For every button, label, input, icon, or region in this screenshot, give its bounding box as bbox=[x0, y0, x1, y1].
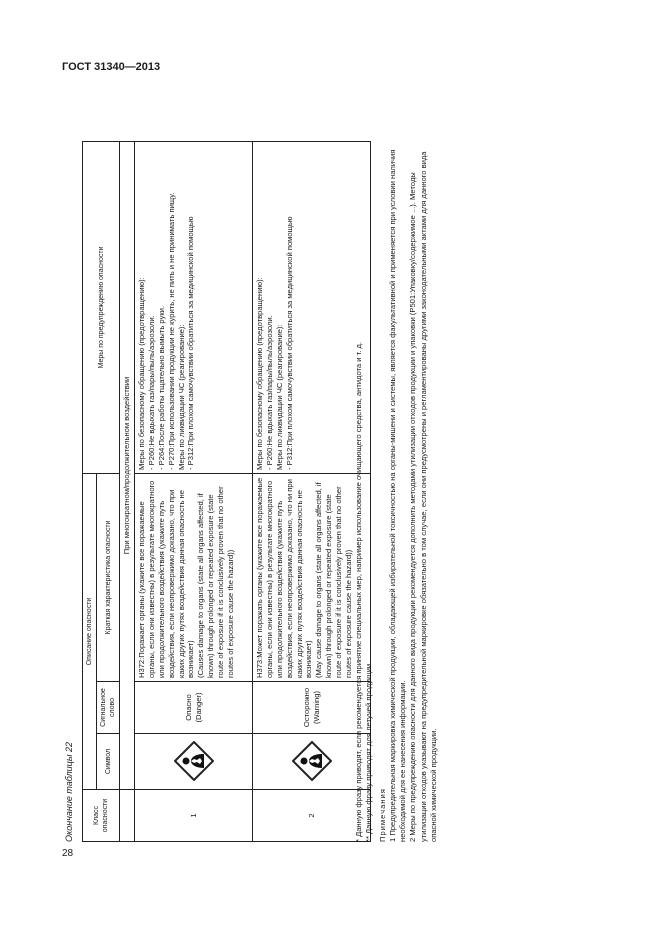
col-hazard-description: Описание опасности bbox=[83, 473, 97, 789]
col-hazard-class: Класс опасности bbox=[83, 790, 120, 842]
footnote: ** Данную фразу приводят для летучей продукции. bbox=[364, 661, 374, 842]
rotated-page-content bbox=[62, 142, 492, 842]
signal-word-cell: Опасно (Danger) bbox=[135, 682, 253, 734]
table-row bbox=[135, 141, 253, 841]
document-header: ГОСТ 31340—2013 bbox=[62, 61, 161, 73]
col-precautions: Меры по предупреждению опасности bbox=[83, 141, 120, 473]
hazard-table bbox=[82, 141, 371, 842]
category-label: При многократном/продолжительном воздействии bbox=[120, 141, 135, 789]
brief-cell: H373:Может поражать органы (укажите все поражаемые органы, если они известны) в результате многократного или продолжительного воздействия (укажите путь воздействия, если неопровержимо доказано, что ни при каких других путях воздействия данная опасность не возникает) (May cause damage to organs (state all organs affected, if known) through prolonged or repeated exposure (state route of exposure if it is conclusively proven that no other routes of exposure cause the hazard)) bbox=[253, 473, 371, 681]
table-header-row bbox=[83, 141, 97, 841]
table-continuation-caption: Окончание таблицы 22 bbox=[64, 742, 74, 842]
notes-heading: Примечания bbox=[377, 788, 387, 842]
notes-section bbox=[354, 142, 439, 842]
health-hazard-icon bbox=[292, 742, 332, 782]
note-item: 2 Меры по предупреждению опасности для данного вида продукции рекомендуется дополнить методами утилизации отходов продукции и упаковки (Р501:Упаковку/содержимое ...). Методы утилизации отходов указывают на предупредительной маркировке обязательно в том случае, если они предусмотрены и регламентированы другими законодательными актами для данного вида опасной химической продукции. bbox=[408, 151, 438, 842]
precautions-cell: Меры по безопасному обращению (предотвращению): - Р260:Не вдыхать газ/пары/пыль/аэрозоли. - Р264:После работы тщательно вымыть руки. - Р270:При использовании продукции не курить, не пить и не принимать пищу. Меры по ликвидации ЧС (реагирование): - Р312:При плохом самочувствии обратиться за медицинской помощью bbox=[135, 141, 253, 473]
table-row bbox=[253, 141, 371, 841]
category-empty-cell bbox=[120, 790, 135, 842]
health-hazard-icon bbox=[174, 742, 214, 782]
hazard-class-cell: 2 bbox=[253, 790, 371, 842]
symbol-cell bbox=[135, 734, 253, 790]
footnote: * Данную фразу приводят, если рекомендуется принятие специальных мер, например использование очищающего средства, антидота и т. д. bbox=[354, 341, 363, 842]
signal-word-cell: Осторожно (Warning) bbox=[253, 682, 371, 734]
note-item: 1 Предупредительная маркировка химической продукции, обладающей избирательной токсичностью на органы-мишени и системы, является факультативной и применяется при условии наличия необходимой для ее нанесения информации. bbox=[387, 149, 407, 842]
symbol-cell bbox=[253, 734, 371, 790]
page-number: 28 bbox=[62, 848, 74, 859]
col-brief: Краткая характеристика опасности bbox=[97, 473, 120, 681]
col-signal-word: Сигнальное слово bbox=[97, 682, 120, 734]
precautions-cell: Меры по безопасному обращению (предотвращению): - Р260:Не вдыхать газ/пары/пыль/аэрозоли. Меры по ликвидации ЧС (реагирование): - Р312:При плохом самочувствии обратиться за медицинской помощью bbox=[253, 141, 371, 473]
hazard-class-cell: 1 bbox=[135, 790, 253, 842]
col-symbol: Символ bbox=[97, 734, 120, 790]
brief-cell: H372:Поражает органы (укажите все поражаемые органы, если они известны) в результате многократного или продолжительного воздействия (укажите путь воздействия, если неопровержимо доказано, что при каких других путях воздействия данная опасность не возникает) (Causes damage to organs (state all organs affected, if known) through prolonged or repeated exposure (state route of exposure if it is conclusively proven that no other routes of exposure cause the hazard)) bbox=[135, 473, 253, 681]
category-row bbox=[120, 141, 135, 841]
